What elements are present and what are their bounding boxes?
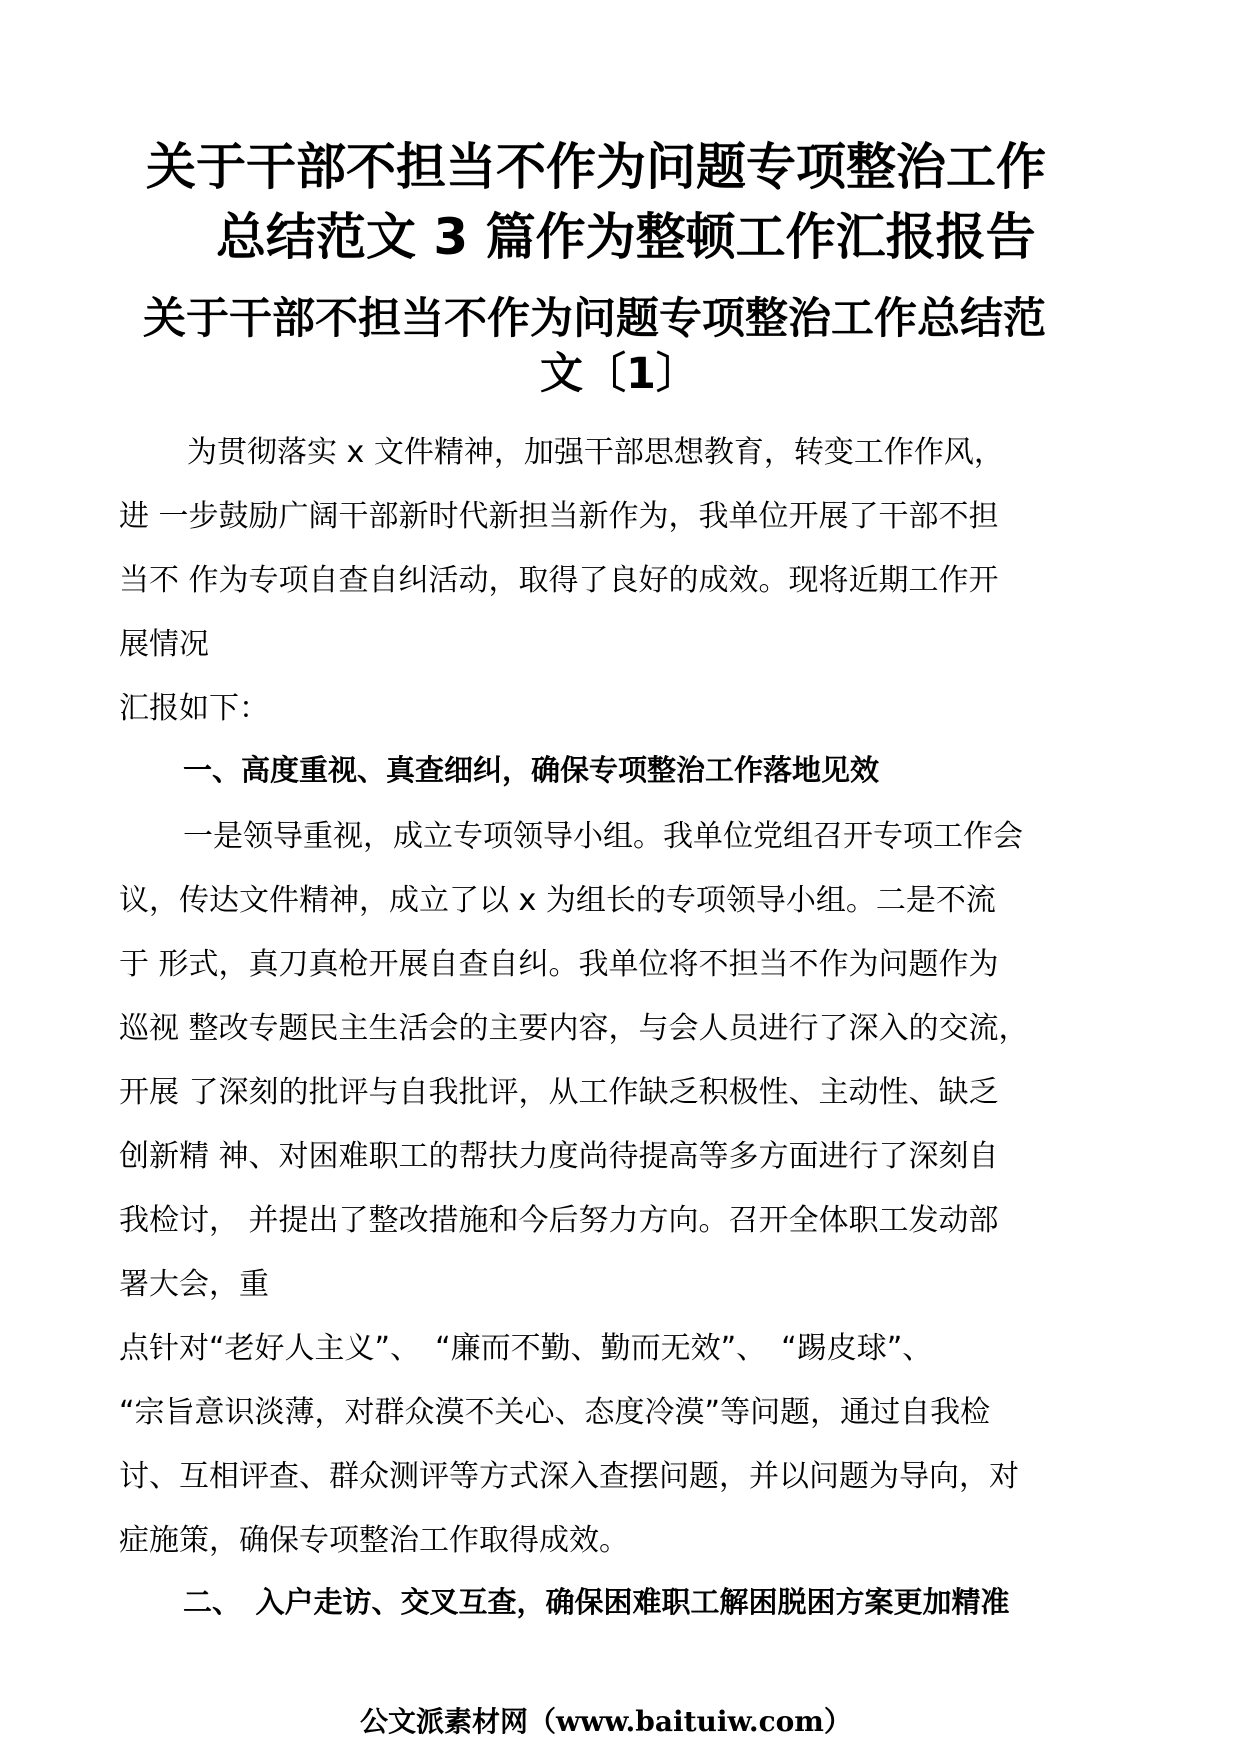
intro-line-1: 为贯彻落实 x 文件精神，加强干部思想教育，转变工作作风， [187, 435, 1004, 470]
section-1-line-8: 署大会，重 [119, 1267, 269, 1302]
section-2-heading: 二、 入户走访、交叉互查，确保困难职工解困脱困方案更加精准 [183, 1585, 1010, 1619]
section-1-line-2: 议，传达文件精神，成立了以 x 为组长的专项领导小组。二是不流 [119, 883, 996, 918]
document-title-line-1: 关于干部不担当不作为问题专项整治工作 [146, 138, 1046, 196]
section-1-line-1: 一是领导重视，成立专项领导小组。我单位党组召开专项工作会 [183, 819, 1023, 854]
section-1-line-4: 巡视 整改专题民主生活会的主要内容，与会人员进行了深入的交流， [119, 1011, 1029, 1046]
document-subtitle-line-2: 文〔1〕 [540, 349, 699, 399]
section-1-line-3: 于 形式，真刀真枪开展自查自纠。我单位将不担当不作为问题作为 [119, 947, 999, 982]
intro-line-5: 汇报如下： [119, 691, 269, 726]
section-1-line-5: 开展 了深刻的批评与自我批评，从工作缺乏积极性、主动性、缺乏 [119, 1075, 999, 1110]
footer-watermark: 公文派素材网（www.baituiw.com） [360, 1705, 852, 1738]
section-1-line-10: “宗旨意识淡薄，对群众漠不关心、态度冷漠”等问题，通过自我检 [119, 1395, 991, 1430]
document-title-line-2: 总结范文 3 篇作为整顿工作汇报报告 [216, 208, 1036, 266]
section-1-line-12: 症施策，确保专项整治工作取得成效。 [119, 1523, 629, 1558]
section-1-line-6: 创新精 神、对困难职工的帮扶力度尚待提高等多方面进行了深刻自 [119, 1139, 999, 1174]
section-1-line-7: 我检讨， 并提出了整改措施和今后努力方向。召开全体职工发动部 [119, 1203, 999, 1238]
section-1-line-11: 讨、互相评查、群众测评等方式深入查摆问题，并以问题为导向，对 [119, 1459, 1019, 1494]
document-subtitle-line-1: 关于干部不担当不作为问题专项整治工作总结范 [143, 294, 1046, 344]
section-1-line-9: 点针对“老好人主义”、 “廉而不勤、勤而无效”、 “踢皮球”、 [119, 1331, 933, 1366]
intro-line-4: 展情况 [119, 627, 209, 662]
intro-line-3: 当不 作为专项自查自纠活动，取得了良好的成效。现将近期工作开 [119, 563, 999, 598]
intro-line-2: 进 一步鼓励广阔干部新时代新担当新作为，我单位开展了干部不担 [119, 499, 999, 534]
section-1-heading: 一、高度重视、真查细纠，确保专项整治工作落地见效 [183, 753, 880, 787]
